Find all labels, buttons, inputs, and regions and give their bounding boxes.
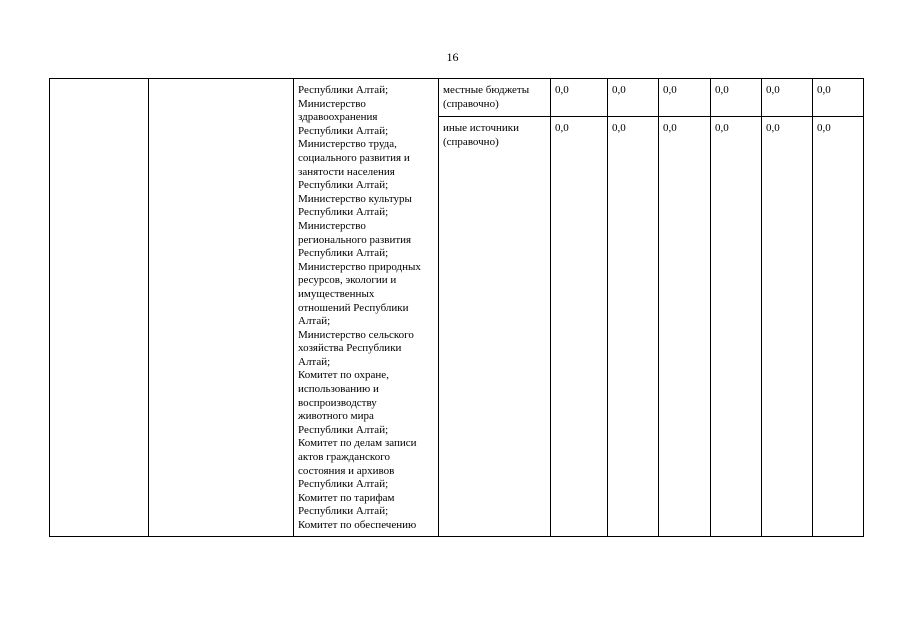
value-cell: 0,0 xyxy=(608,117,659,537)
page-number: 16 xyxy=(446,50,459,64)
value-cell: 0,0 xyxy=(711,79,762,117)
value-cell: 0,0 xyxy=(659,117,711,537)
value-cell: 0,0 xyxy=(608,79,659,117)
funding-source-cell: местные бюджеты (справочно) xyxy=(439,79,551,117)
executors-cell: Республики Алтай; Министерство здравоохранения Республики Алтай; Министерство труда, социального развития и занятости населения Республики Алтай; Министерство культуры Республики Алтай; Министерство регионального развития Республики Алтай; Министерство природных ресурсов, экологии и имущественных отношений Республики Алтай; Министерство сельского хозяйства Республики Алтай; Комитет по охране, использованию и воспроизводству животного мира Республики Алтай; Комитет по делам записи актов гражданского состояния и архивов Республики Алтай; Комитет по тарифам Республики Алтай; Комитет по обеспечению xyxy=(294,79,439,537)
empty-cell-name xyxy=(149,79,294,537)
value-cell: 0,0 xyxy=(813,117,864,537)
value-cell: 0,0 xyxy=(711,117,762,537)
value-cell: 0,0 xyxy=(551,117,608,537)
value-cell: 0,0 xyxy=(551,79,608,117)
value-cell: 0,0 xyxy=(762,117,813,537)
funding-source-cell: иные источники (справочно) xyxy=(439,117,551,537)
value-cell: 0,0 xyxy=(762,79,813,117)
value-cell: 0,0 xyxy=(813,79,864,117)
empty-cell-number xyxy=(50,79,149,537)
budget-table xyxy=(49,78,864,537)
value-cell: 0,0 xyxy=(659,79,711,117)
table-row xyxy=(50,79,864,117)
